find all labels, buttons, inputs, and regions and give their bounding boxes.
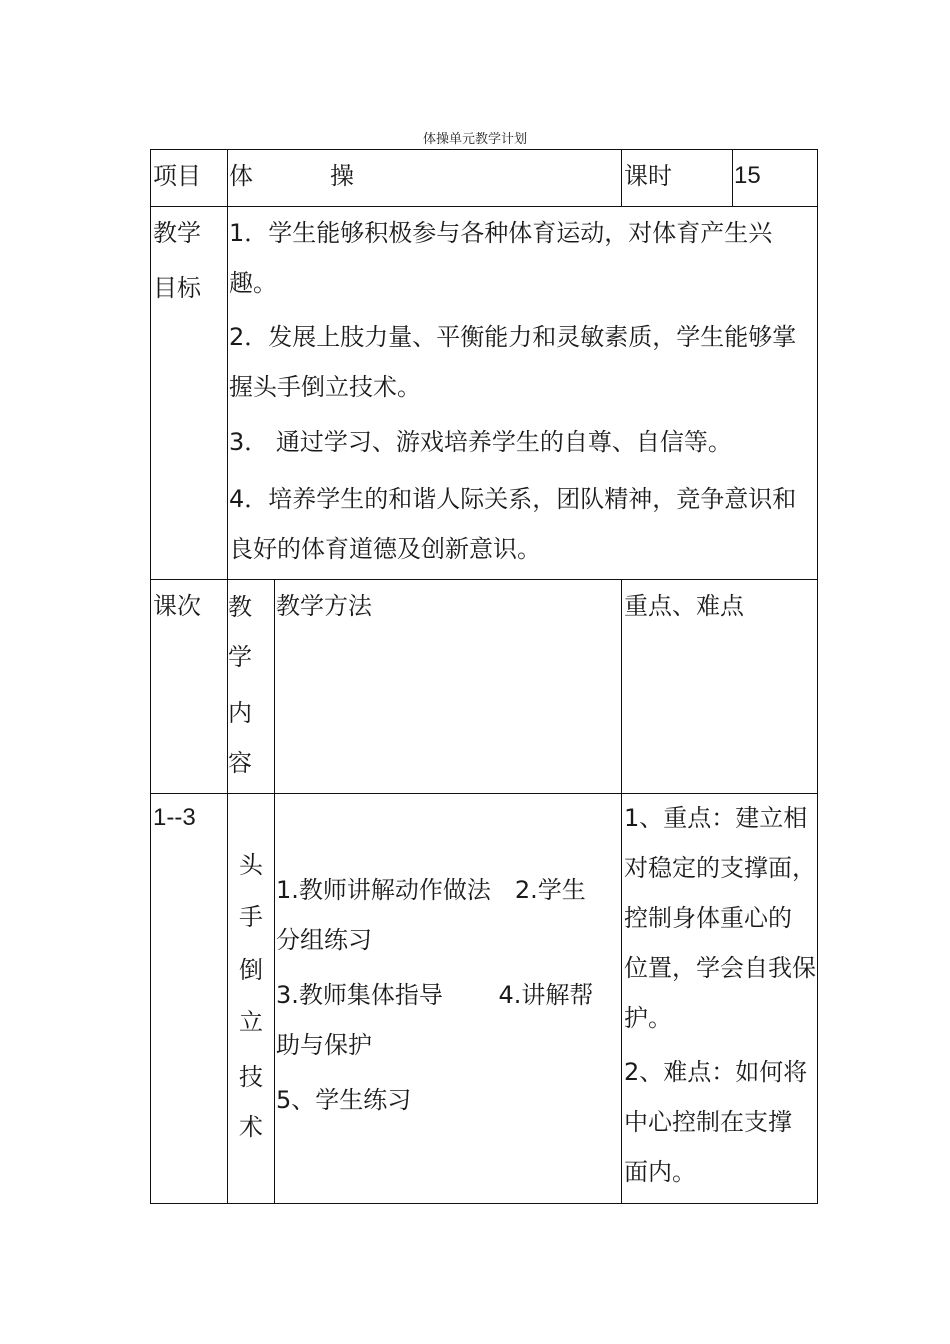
header-lesson: 课次	[153, 592, 201, 620]
goal-line: 2．发展上肢力量、平衡能力和灵敏素质，学生能够掌	[229, 323, 797, 351]
header-content-char: 学	[228, 643, 252, 671]
lesson-content-char: 技	[239, 1063, 263, 1091]
point-line: 位置，学会自我保	[624, 954, 816, 982]
goal-line: 握头手倒立技术。	[229, 373, 421, 401]
lesson-content-char: 头	[239, 851, 263, 879]
header-content-char: 教	[228, 593, 252, 621]
hours-label: 课时	[624, 162, 672, 190]
subject-char-2: 操	[330, 162, 354, 190]
hours-value: 15	[734, 162, 761, 189]
lesson-content-char: 立	[239, 1008, 263, 1036]
point-line: 1、重点：建立相	[624, 804, 808, 832]
method-line: 助与保护	[276, 1031, 372, 1059]
method-line: 分组练习	[276, 926, 372, 954]
subject-char-1: 体	[229, 162, 253, 190]
goals-label-line-2: 目标	[153, 274, 201, 302]
method-line: 3.教师集体指导 4.讲解帮	[276, 981, 594, 1009]
lesson-content-char: 倒	[239, 956, 263, 984]
point-line: 面内。	[624, 1158, 696, 1186]
lesson-content-char: 手	[239, 903, 263, 931]
project-label: 项目	[153, 162, 201, 190]
method-line: 1.教师讲解动作做法 2.学生	[276, 876, 586, 904]
lesson-content-char: 术	[239, 1113, 263, 1141]
point-line: 2、难点：如何将	[624, 1058, 808, 1086]
header-method: 教学方法	[276, 592, 372, 620]
point-line: 中心控制在支撑	[624, 1108, 792, 1136]
goal-line: 4．培养学生的和谐人际关系，团队精神，竞争意识和	[229, 485, 797, 513]
point-line: 护。	[624, 1004, 672, 1032]
goal-line: 良好的体育道德及创新意识。	[229, 535, 541, 563]
header-content-char: 内	[228, 699, 252, 727]
cell-subject	[227, 149, 622, 207]
point-line: 对稳定的支撑面，	[624, 854, 816, 882]
goal-line: 3． 通过学习、游戏培养学生的自尊、自信等。	[229, 428, 732, 456]
goal-line: 1．学生能够积极参与各种体育运动，对体育产生兴	[229, 219, 773, 247]
method-line: 5、学生练习	[276, 1086, 412, 1114]
goal-line: 趣。	[229, 269, 277, 297]
header-content-char: 容	[228, 749, 252, 777]
document-title: 体操单元教学计划	[422, 132, 527, 147]
lesson-number: 1--3	[153, 804, 196, 831]
header-key-points: 重点、难点	[624, 592, 744, 620]
point-line: 控制身体重心的	[624, 904, 792, 932]
cell-lesson-number	[150, 793, 228, 1204]
goals-label-line-1: 教学	[153, 219, 201, 247]
